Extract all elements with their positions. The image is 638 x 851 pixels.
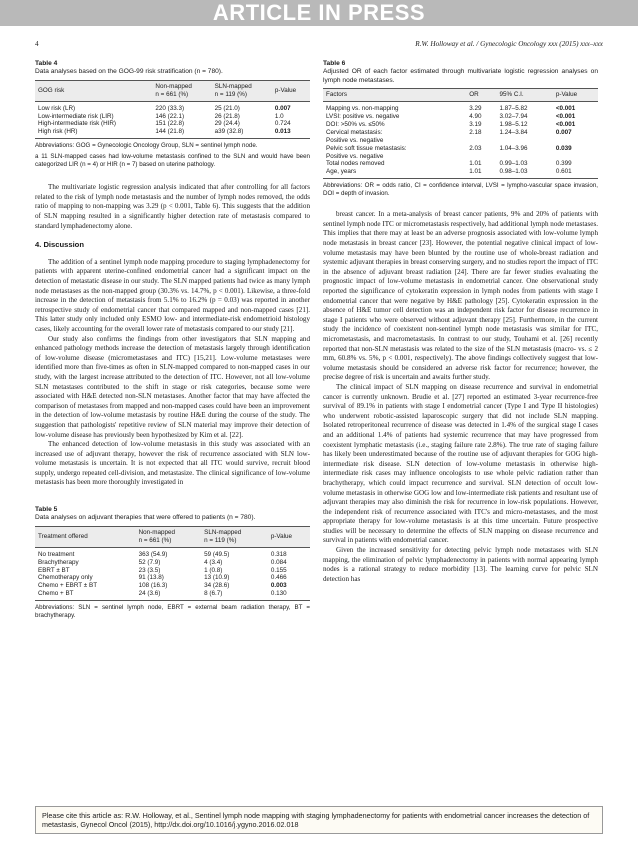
table-cell: 0.466 — [270, 574, 287, 582]
column-header: SLN-mapped n = 119 (%) — [212, 80, 272, 101]
table-cell: 0.399 — [555, 160, 572, 168]
table-cell: 13 (10.9) — [204, 574, 230, 582]
table-5-caption: Data analyses on adjuvant therapies that were offered to patients (n = 780). — [35, 514, 256, 522]
table-cell: a39 (32.8) — [214, 128, 244, 136]
table-row — [35, 128, 310, 138]
table-row — [35, 101, 310, 112]
column-header: p-Value — [272, 80, 310, 101]
table-cell: 1.0 — [274, 112, 284, 120]
table-cell: 1 (0.8) — [204, 566, 223, 574]
column-header: Non-mapped n = 661 (%) — [152, 80, 211, 101]
table-row — [35, 567, 310, 575]
table-4-grid — [35, 80, 310, 139]
table-cell: <0.001 — [555, 113, 576, 121]
table-row — [35, 547, 310, 558]
table-cell: 8 (6.7) — [204, 590, 223, 598]
table-cell: Cervical metastasis: — [326, 128, 383, 136]
table-cell: 0.98–1.03 — [499, 168, 528, 176]
table-4-abbreviations: Abbreviations: GOG = Gynecologic Oncology Group, SLN = sentinel lymph node. — [35, 142, 258, 150]
column-header: Treatment offered — [35, 526, 136, 547]
table-cell: 1.98–5.12 — [499, 120, 528, 128]
table-cell: 59 (49.5) — [204, 550, 230, 558]
table-cell: 0.99–1.03 — [499, 160, 528, 168]
table-5-grid — [35, 526, 310, 601]
table-cell: Brachytherapy — [38, 558, 79, 566]
table-row — [35, 582, 310, 590]
table-cell: 4.90 — [469, 113, 482, 121]
table-cell — [553, 137, 598, 145]
table-cell: 363 (54.9) — [138, 550, 168, 558]
table-row — [323, 153, 598, 161]
table-cell: 3.19 — [469, 120, 482, 128]
table-cell: 23 (3.5) — [138, 566, 161, 574]
table-cell: Age, years — [326, 168, 357, 176]
column-header: GOG risk — [35, 80, 152, 101]
table-cell: 3.02–7.94 — [499, 113, 528, 121]
table-cell: Positive vs. negative — [326, 152, 384, 160]
table-cell: 108 (16.3) — [138, 582, 168, 590]
table-cell: 151 (22.8) — [155, 120, 185, 128]
table-row — [35, 559, 310, 567]
table-cell: 26 (21.8) — [214, 112, 240, 120]
table-cell: 146 (22.1) — [155, 112, 185, 120]
table-cell: Chemotherapy only — [38, 574, 93, 582]
table-cell: 0.130 — [270, 590, 287, 598]
table-cell: Pelvic soft tissue metastasis: — [326, 144, 407, 152]
table-cell: 0.084 — [270, 558, 287, 566]
table-row — [323, 121, 598, 129]
table-5-label: Table 5 — [35, 506, 58, 514]
column-header: 95% C.I. — [497, 89, 553, 102]
table-cell: 0.601 — [555, 168, 572, 176]
column-header: Non-mapped n = 661 (%) — [136, 526, 202, 547]
running-head — [35, 38, 603, 50]
paragraph: Our study also confirms the findings from other investigators that SLN mapping and enhanced pathology methods increase the detection of metastasis largely through identification of low-volume disease (micrometastases and ITC) [15,21]. Low-volume metastases were identified more than five-times as often in SLN-mapped compared to non-mapped cases in our study, with the largest increase attributed to the detection of ITC. However, not all low-volume SLN metastases contributed to the shift in stage or risk categories, because some were associated with H&E detected non-SLN metastases. Another factor that may have affected the comparison of metastases from mapped and non-mapped cases could have been an improvement in the detection of low-volume metastasis by routine H&E during the course of the study. The suggestion that pathologists' repetitive review of SLN material may improve their detection of low-volume disease has previously been hypothesized by Kim et al. [22]. — [35, 334, 310, 439]
table-6-label: Table 6 — [323, 60, 346, 67]
table-cell: 0.007 — [555, 128, 572, 136]
table-cell: DOI: >50% vs. ≤50% — [326, 120, 385, 128]
table-cell: 1.01 — [469, 160, 482, 168]
table-4-label: Table 4 — [35, 60, 58, 67]
citation-box: Please cite this article as: R.W. Holloway, et al., Sentinel lymph node mapping with staging lymphadenectomy for patients with endometrial cancer increases the detection of metastasis, Gynecol Oncol (2015), http://dx.doi.org/10.1016/j.ygyno.2016.02.018 — [35, 806, 603, 834]
table-cell: No treatment — [38, 550, 75, 558]
table-cell: 3.29 — [469, 105, 482, 113]
table-cell — [553, 153, 598, 161]
table-4 — [35, 60, 310, 169]
table-row — [323, 160, 598, 168]
paragraph: The addition of a sentinel lymph node mapping procedure to staging lymphadenectomy for patients with apparent uterine-confined endometrial cancer had a significant impact on the detection of metastatic disease in our study. The SLN mapped patients had twice as many lymph node metastases as the non-mapped group (30.3% vs. 14.7%, p < 0.001). Likewise, a three-fold increase in the detection of metastasis from 5.1% to 16.2% (p = 0.03) was reported in another retrospective study of endometrial cancer that compared mapped and non-mapped cases [21]. This latter study only included only ESMO low- and intermediate-risk endometrioid histology cases, likely accounting for the overall lower rate of metastasis compared to our study [21]. — [35, 257, 310, 333]
table-row — [323, 129, 598, 137]
table-cell: Mapping vs. non-mapping — [326, 105, 399, 113]
table-cell — [466, 153, 496, 161]
table-cell: Total nodes removed — [326, 160, 385, 168]
table-row — [323, 137, 598, 145]
table-cell: <0.001 — [555, 120, 576, 128]
table-cell: 52 (7.9) — [138, 558, 161, 566]
table-5-abbreviations: Abbreviations: SLN = sentinel lymph node, EBRT = external beam radiation therapy, BT = brachytherapy. — [35, 604, 310, 620]
table-cell: EBRT ± BT — [38, 566, 70, 574]
table-cell: Chemo + BT — [38, 590, 74, 598]
table-cell: <0.001 — [555, 105, 576, 113]
paragraph: The multivariate logistic regression analysis indicated that after controlling for all factors related to the risk of lymph node metastasis and the number of lymph nodes removed, the odds ratio of mapping to non-mapping was 3.29 (p < 0.001, Table 6). This suggests that the addition of SLN mapping resulted in a significantly higher detection rate of metastasis compared to standard lymphadenectomy alone. — [35, 183, 310, 230]
table-row — [35, 590, 310, 600]
column-header: p-Value — [268, 526, 310, 547]
column-header: p-Value — [553, 89, 598, 102]
table-cell: 25 (21.0) — [214, 104, 240, 112]
table-cell: 0.039 — [555, 144, 572, 152]
table-cell: 1.01 — [469, 168, 482, 176]
table-cell: 0.007 — [274, 104, 291, 112]
table-row — [323, 168, 598, 178]
column-header: OR — [466, 89, 496, 102]
paragraph: Given the increased sensitivity for detecting pelvic lymph node metastases with SLN mapping, the elimination of pelvic lymphadenectomy in patients with normal appearing lymph nodes is a rational strategy to reduce morbidity [13]. The learning curve for pelvic SLN detection has — [323, 546, 598, 583]
left-column — [35, 60, 310, 620]
table-cell — [497, 153, 553, 161]
table-cell: 0.013 — [274, 128, 291, 136]
table-6-grid — [323, 88, 598, 179]
page-number: 4 — [35, 40, 39, 48]
right-column — [323, 60, 598, 584]
table-cell: 1.87–5.82 — [499, 105, 528, 113]
table-cell: 0.155 — [270, 566, 287, 574]
table-cell: 0.003 — [270, 582, 287, 590]
column-header: SLN-mapped n = 119 (%) — [201, 526, 268, 547]
table-row — [35, 113, 310, 121]
table-cell: 0.318 — [270, 550, 287, 558]
table-cell: 2.18 — [469, 128, 482, 136]
table-cell: 144 (21.8) — [155, 128, 185, 136]
table-5 — [35, 506, 310, 620]
table-cell: Chemo + EBRT ± BT — [38, 582, 98, 590]
table-4-caption: Data analyses based on the GOG-99 risk stratification (n = 780). — [35, 68, 223, 76]
table-6-abbreviations: Abbreviations: OR = odds ratio, CI = confidence interval, LVSI = lympho-vascular space invasion, DOI = depth of invasion. — [323, 182, 598, 198]
column-header: Factors — [323, 89, 466, 102]
table-cell: 91 (13.8) — [138, 574, 164, 582]
section-heading: 4. Discussion — [35, 240, 84, 250]
journal-reference: R.W. Holloway et al. / Gynecologic Oncology xxx (2015) xxx–xxx — [415, 40, 603, 48]
table-cell: High-intermediate risk (HIR) — [38, 120, 117, 128]
table-row — [323, 102, 598, 113]
table-cell: 0.724 — [274, 120, 291, 128]
table-cell — [497, 137, 553, 145]
table-cell: 4 (3.4) — [204, 558, 223, 566]
table-cell: 29 (24.4) — [214, 120, 240, 128]
paragraph: The enhanced detection of low-volume metastasis in this study was associated with an increased use of adjuvant therapy, however the risk of recurrence associated with SLN low-volume metastasis is uncertain. It is not expected that all ITC would survive, recruit blood supply, undergo repeated cell-division, and metastasize. The clinical significance of low-volume metastasis has been more thoroughly investigated in — [35, 440, 310, 487]
table-cell: 34 (28.6) — [204, 582, 230, 590]
article-in-press-banner: ARTICLE IN PRESS — [0, 0, 638, 26]
table-6-caption: Adjusted OR of each factor estimated through multivariate logistic regression analyses on lymph node metastases. — [323, 68, 598, 84]
table-row — [35, 574, 310, 582]
table-cell: 1.04–3.96 — [499, 144, 528, 152]
table-row — [35, 120, 310, 128]
table-cell: High risk (HR) — [38, 128, 78, 136]
table-cell — [466, 137, 496, 145]
table-cell: Positive vs. negative — [326, 136, 384, 144]
table-cell: 24 (3.6) — [138, 590, 161, 598]
paragraph: breast cancer. In a meta-analysis of breast cancer patients, 9% and 20% of patients with sentinel lymph node ITC or micrometastasis respectively, had additional lymph node metastases. This implies that there may at least be an adverse prognosis associated with low-volume lymph node metastasis in breast cancer [23]. However, the potential negative clinical impact of low-volume metastasis may have been blunted by the routine use of whole-breast radiation and systemic adjuvant therapies in breast conserving surgery, and no studies report the impact of ITC in the absence of adjuvant breast radiation [24]. There are far fewer studies evaluating the prognostic impact of low-volume metastasis in endometrial cancer. One observational study reported the significance of cytokeratin expression in lymph nodes from patients with stage I endometrial cancer that were negative by H&E pathology [25]. Cytokeratin expression in the absence of H&E tumor cell detection was an independent risk factor for disease recurrence in stage I patients who were observed without adjuvant therapy [25]. Furthermore, in the current study the incidence of coexistent non-sentinel lymph node metastasis was similar for ITC, micrometastasis, and macrometastasis. In contrast to our study, Touhami et al. [26] recently reported that non-SLN metastasis was related to the size of the SLN metastasis (macro- vs. ≤ 2 mm, 60.8% vs. 5%, p < 0.001, respectively). The above findings collectively suggest that low-volume metastasis should be considered an adverse risk factor for recurrence; however, the precise degree of risk is uncertain and awaits further study. — [323, 210, 599, 382]
table-cell: Low risk (LR) — [38, 104, 76, 112]
table-row — [323, 113, 598, 121]
table-cell: 220 (33.3) — [155, 104, 185, 112]
table-cell: LVSI: positive vs. negative — [326, 113, 400, 121]
table-4-footnote: a 11 SLN-mapped cases had low-volume metastasis confined to the SLN and would have been categorized LIR (n = 4) or HIR (n = 7) based on uterine pathology. — [35, 153, 310, 169]
paragraph: The clinical impact of SLN mapping on disease recurrence and survival in endometrial cancer is currently unknown. Brudie et al. [27] reported an estimated 3-year recurrence-free survival of 89.1% in patients with stage I endometrial cancer (Type I and Type II histologies) who underwent robotic-assisted laparoscopic surgery that did not include SLN mapping. Isolated retroperitoneal recurrence of disease was detected in 1.4% of the surgical stage I cases and an additional 1.4% of patients had systemic recurrence that may have progressed from coexistent lymphatic metastasis (i.e., staging failure rate 2.8%). The true rate of staging failure has likely been underestimated because of the routine use of adjuvant therapies for GOG high-intermediate risk disease. SLN detection of low-volume metastasis in otherwise high-intermediate risk cases may influence oncologists to use whole pelvic radiation rather than brachytherapy, which could impact recurrence and survival. SLN detection of occult low-volume metastasis in otherwise GOG low and low-intermediate risk patients and resultant use of adjuvant therapies may also diminish the risk for recurrence in low-risk populations. However, the independent risk of recurrence associated with ITC's and micro-metastases, and the most appropriate therapy for low-volume metastasis is at this time uncertain. Future prospective studies will be necessary to determine the effects of SLN mapping on disease recurrence and survival in patients with endometrial cancer. — [323, 382, 598, 545]
table-cell: Low-intermediate risk (LIR) — [38, 112, 114, 120]
table-6 — [323, 60, 598, 198]
table-cell: 1.24–3.84 — [499, 128, 528, 136]
table-row — [323, 145, 598, 153]
table-cell: 2.03 — [469, 144, 482, 152]
